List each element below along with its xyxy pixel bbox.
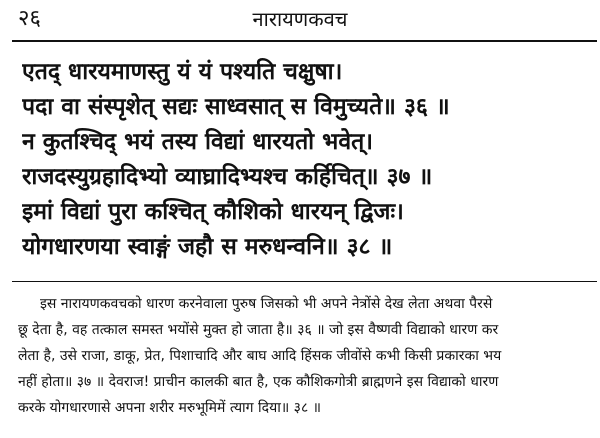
- translation-line: छू देता है, वह तत्काल समस्त भयोंसे मुक्त हो जाता है॥ ३६ ॥ जो इस वैष्णवी विद्याको धारण कर: [18, 322, 499, 338]
- section-divider: [12, 281, 597, 282]
- verse-line: पदा वा संस्पृशेत् सद्यः साध्वसात् स विमुच्यते॥ ३६ ॥: [22, 93, 450, 120]
- verse-line: न कुतश्चिद् भयं तस्य विद्यां धारयतो भवेत्।: [22, 128, 373, 155]
- hindi-translation: [18, 291, 596, 421]
- header-rule: [12, 40, 597, 42]
- page-header: [0, 0, 600, 44]
- translation-line: इस नारायणकवचको धारण करनेवाला पुरुष जिसको भी अपने नेत्रोंसे देख लेता अथवा पैरसे: [40, 296, 493, 312]
- verse-line: योगधारणया स्वाङ्गं जहौ स मरुधन्वनि॥ ३८ ॥: [22, 233, 393, 260]
- page-number: २६: [18, 6, 41, 31]
- translation-line: करके योगधारणासे अपना शरीर मरुभूमिमें त्याग दिया॥ ३८ ॥: [18, 400, 322, 416]
- translation-line: लेता है, उसे राजा, डाकू, प्रेत, पिशाचादि और बाघ आदि हिंसक जीवोंसे कभी किसी प्रकारका भय: [18, 348, 502, 364]
- verse-line: राजदस्युग्रहादिभ्यो व्याघ्रादिभ्यश्च कर्हिचित्॥ ३७ ॥: [22, 163, 433, 190]
- running-title: नारायणकवच: [252, 7, 348, 31]
- verse-line: एतद् धारयमाणस्तु यं यं पश्यति चक्षुषा।: [22, 58, 343, 85]
- translation-line: नहीं होता॥ ३७ ॥ देवराज! प्राचीन कालकी बात है, एक कौशिकगोत्री ब्राह्मणने इस विद्याको धारण: [18, 374, 499, 390]
- verse-line: इमां विद्यां पुरा कश्चित् कौशिको धारयन् द्विजः।: [22, 198, 404, 225]
- sanskrit-verses: [22, 54, 592, 264]
